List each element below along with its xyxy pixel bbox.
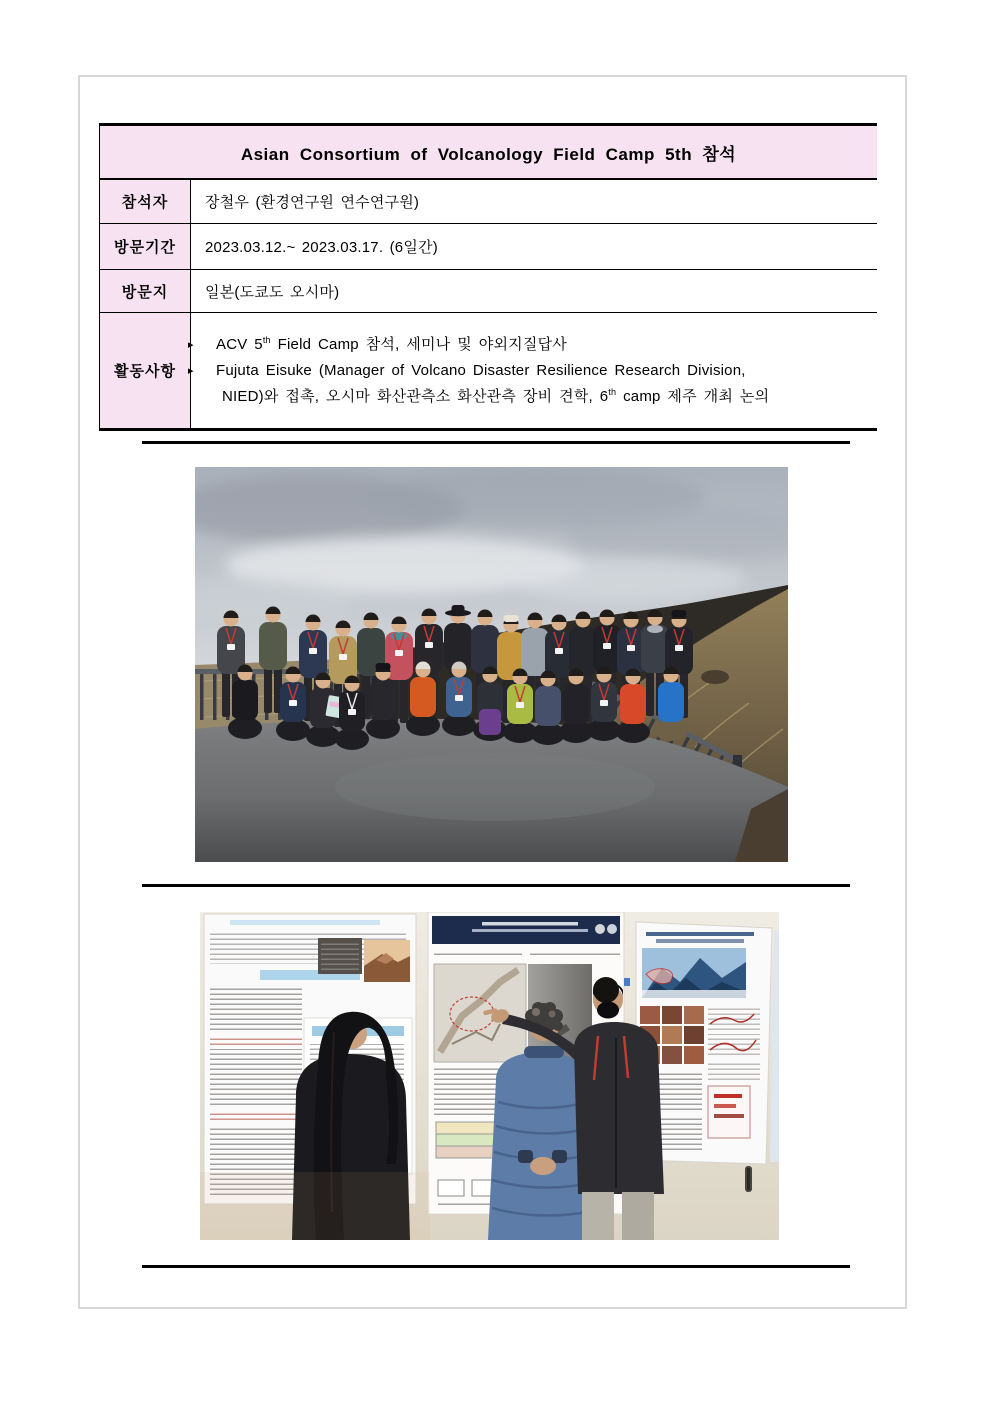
- row-visit-period-value: 2023.03.12.~ 2023.03.17. (6일간): [205, 239, 438, 256]
- blue-pin: [624, 978, 630, 986]
- warm-light: [200, 1172, 430, 1240]
- bullet-icon: ▸: [188, 364, 194, 377]
- bullet-icon: ▸: [188, 338, 194, 351]
- mini-charts: [708, 1008, 760, 1080]
- volcano-photo: [364, 940, 410, 982]
- row-attendee-value: 장철우 (환경연구원 연수연구원): [205, 194, 420, 211]
- row-visit-period-label: 방문기간: [100, 224, 191, 269]
- divider-line: [142, 1265, 850, 1268]
- activity-item-1: [188, 332, 567, 358]
- mountain-image: [642, 948, 746, 998]
- row-destination-value: 일본(도쿄도 오시마): [205, 283, 340, 301]
- row-activities-value: [188, 313, 877, 428]
- row-attendee-label: 참석자: [100, 180, 191, 223]
- group-photo: [195, 467, 788, 862]
- map-figure: [434, 964, 526, 1062]
- table-title: Asian Consortium of Volcanology Field Camp 5th 참석: [100, 126, 877, 180]
- row-visit-period: [100, 224, 877, 270]
- activity-text-2: Fujuta Eisuke (Manager of Volcano Disaster Resilience Research Division, NIED)와 접촉, 오시마 화산관측소 화산관측 장비 견학, 6th camp 제주 개최 논의: [216, 361, 770, 405]
- poster-photo: [200, 912, 779, 1240]
- document-page: [78, 75, 907, 1309]
- activity-item-2: [188, 358, 770, 410]
- row-destination: [100, 270, 877, 313]
- divider-line: [142, 441, 850, 444]
- activity-text-1: ACV 5th Field Camp 참석, 세미나 및 야외지질답사: [216, 334, 567, 353]
- row-attendee: [100, 180, 877, 224]
- pink-box: [708, 1086, 750, 1138]
- door-handle-slot: [747, 1168, 750, 1190]
- row-activities-label: 활동사항: [100, 313, 191, 428]
- row-destination-label: 방문지: [100, 270, 191, 312]
- divider-line: [142, 884, 850, 887]
- summary-table: [99, 123, 877, 431]
- row-activities: [100, 313, 877, 428]
